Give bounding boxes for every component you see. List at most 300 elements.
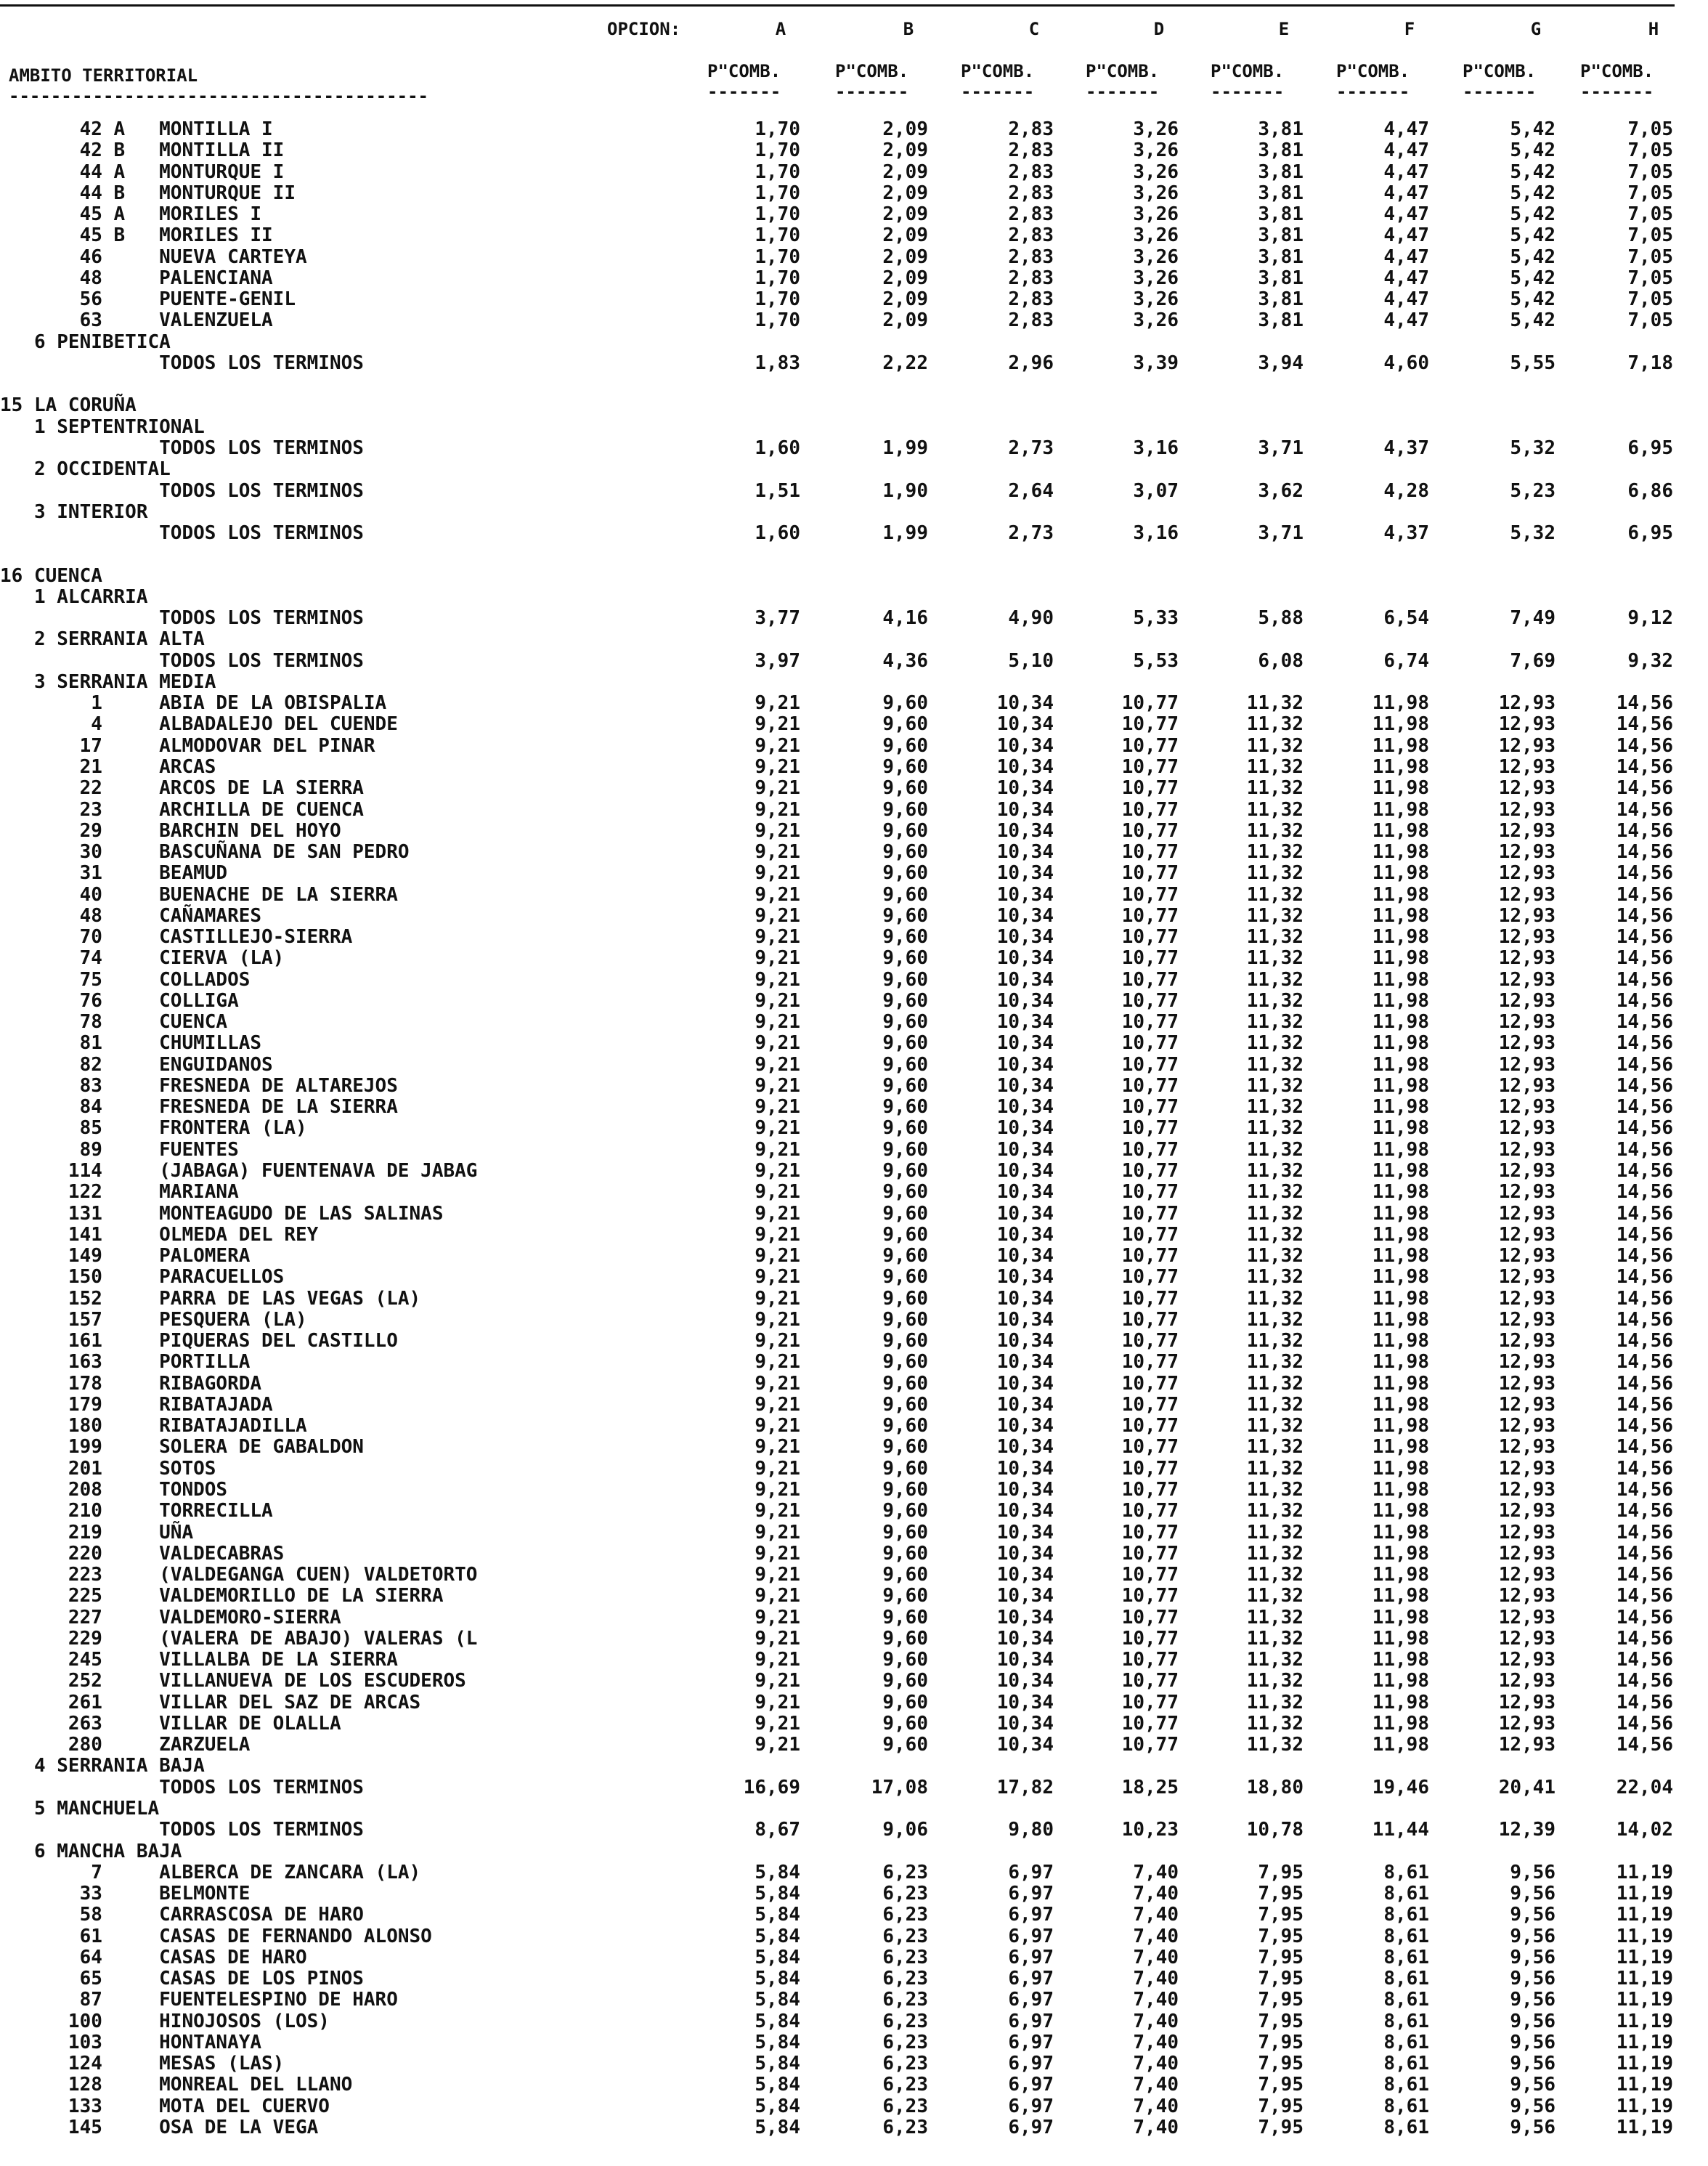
- table-row: [0, 1883, 1700, 1905]
- top-rule: [0, 4, 1675, 7]
- value-cell-h: 11,19: [1616, 1925, 1673, 1947]
- row-label: 42 B MONTILLA II: [0, 139, 285, 162]
- value-cell-h: 11,19: [1616, 1861, 1673, 1883]
- row-label: 208 TONDOS: [0, 1479, 228, 1501]
- value-cell-e: 11,32: [1246, 1393, 1304, 1416]
- value-cell-h: 14,56: [1616, 1457, 1673, 1480]
- value-cell-f: 11,98: [1372, 1457, 1429, 1480]
- row-label: TODOS LOS TERMINOS: [0, 437, 364, 459]
- row-label: TODOS LOS TERMINOS: [0, 1819, 364, 1841]
- value-cell-f: 11,98: [1372, 1500, 1429, 1522]
- table-row: [0, 417, 1700, 438]
- value-cell-c: 6,97: [1008, 2095, 1054, 2117]
- value-cell-g: 12,93: [1498, 1330, 1556, 1352]
- pcomb-column-header: P"COMB.: [1086, 61, 1160, 81]
- value-cell-f: 11,98: [1372, 1032, 1429, 1055]
- value-cell-e: 7,95: [1258, 2095, 1304, 2117]
- value-cell-c: 10,34: [996, 1564, 1054, 1586]
- value-cell-e: 11,32: [1246, 692, 1304, 715]
- value-cell-c: 10,34: [996, 841, 1054, 864]
- value-cell-a: 9,21: [755, 1372, 800, 1395]
- value-cell-a: 5,84: [755, 1946, 800, 1968]
- value-cell-a: 9,21: [755, 1160, 800, 1183]
- table-row: [0, 821, 1700, 842]
- table-row: [0, 204, 1700, 225]
- value-cell-d: 10,77: [1121, 1138, 1179, 1161]
- value-cell-h: 14,56: [1616, 1053, 1673, 1076]
- row-label: 1 ALCARRIA: [0, 585, 148, 608]
- value-cell-a: 1,70: [755, 139, 800, 162]
- row-label: 149 PALOMERA: [0, 1245, 251, 1267]
- value-cell-b: 6,23: [882, 2074, 928, 2096]
- value-cell-d: 10,77: [1121, 1011, 1179, 1034]
- value-cell-g: 12,93: [1498, 777, 1556, 800]
- value-cell-g: 12,93: [1498, 1032, 1556, 1055]
- value-cell-e: 11,32: [1246, 1074, 1304, 1097]
- value-cell-h: 14,56: [1616, 841, 1673, 864]
- table-row: [0, 693, 1700, 714]
- value-cell-c: 6,97: [1008, 1904, 1054, 1926]
- value-cell-g: 12,93: [1498, 1436, 1556, 1459]
- table-row: [0, 1416, 1700, 1437]
- value-cell-g: 12,93: [1498, 1542, 1556, 1565]
- value-cell-b: 2,09: [882, 139, 928, 162]
- value-cell-f: 4,28: [1383, 479, 1429, 502]
- value-cell-b: 9,60: [882, 1521, 928, 1544]
- value-cell-d: 10,77: [1121, 989, 1179, 1012]
- value-cell-h: 14,56: [1616, 713, 1673, 736]
- value-cell-f: 8,61: [1383, 1946, 1429, 1968]
- table-row: [0, 332, 1700, 353]
- table-row: [0, 1246, 1700, 1267]
- value-cell-b: 9,60: [882, 1372, 928, 1395]
- value-cell-h: 14,56: [1616, 1266, 1673, 1289]
- row-label: 48 CAÑAMARES: [0, 904, 262, 927]
- table-row: [0, 1459, 1700, 1480]
- row-label: 30 BASCUÑANA DE SAN PEDRO: [0, 841, 410, 864]
- table-row: [0, 672, 1700, 693]
- value-cell-g: 12,93: [1498, 1649, 1556, 1671]
- value-cell-g: 5,42: [1510, 203, 1556, 226]
- value-cell-a: 9,21: [755, 1691, 800, 1713]
- value-cell-a: 9,21: [755, 862, 800, 885]
- value-cell-d: 10,77: [1121, 1160, 1179, 1183]
- value-cell-e: 3,71: [1258, 522, 1304, 545]
- value-cell-b: 9,60: [882, 1712, 928, 1735]
- value-cell-a: 9,21: [755, 1032, 800, 1055]
- row-label: 78 CUENCA: [0, 1011, 228, 1034]
- value-cell-h: 14,56: [1616, 1734, 1673, 1756]
- row-label: 261 VILLAR DEL SAZ DE ARCAS: [0, 1691, 421, 1713]
- value-cell-e: 11,32: [1246, 883, 1304, 906]
- table-row: [0, 1777, 1700, 1798]
- value-cell-f: 11,98: [1372, 1542, 1429, 1565]
- value-cell-g: 9,56: [1510, 1883, 1556, 1905]
- value-cell-a: 9,21: [755, 1096, 800, 1119]
- value-cell-d: 10,77: [1121, 1691, 1179, 1713]
- row-label: 45 B MORILES II: [0, 224, 273, 247]
- row-label: 100 HINOJOSOS (LOS): [0, 2010, 330, 2032]
- value-cell-e: 11,32: [1246, 798, 1304, 821]
- table-row: [0, 481, 1700, 502]
- value-cell-f: 4,47: [1383, 139, 1429, 162]
- row-label: 17 ALMODOVAR DEL PINAR: [0, 734, 375, 757]
- value-cell-h: 14,56: [1616, 904, 1673, 927]
- row-label: 225 VALDEMORILLO DE LA SIERRA: [0, 1585, 444, 1607]
- value-cell-b: 9,60: [882, 1223, 928, 1246]
- value-cell-a: 5,84: [755, 2010, 800, 2032]
- table-row: [0, 1820, 1700, 1841]
- value-cell-e: 11,32: [1246, 1372, 1304, 1395]
- row-label: TODOS LOS TERMINOS: [0, 649, 364, 672]
- value-cell-b: 9,60: [882, 1181, 928, 1204]
- value-cell-c: 10,34: [996, 734, 1054, 757]
- value-cell-h: 14,56: [1616, 1245, 1673, 1267]
- table-row: [0, 459, 1700, 480]
- value-cell-b: 9,60: [882, 1691, 928, 1713]
- row-label: 83 FRESNEDA DE ALTAREJOS: [0, 1074, 398, 1097]
- pcomb-column-header: P"COMB.: [707, 61, 781, 81]
- value-cell-g: 12,93: [1498, 1606, 1556, 1628]
- value-cell-b: 2,09: [882, 246, 928, 268]
- value-cell-c: 10,34: [996, 1479, 1054, 1501]
- value-cell-g: 7,69: [1510, 649, 1556, 672]
- value-cell-b: 9,60: [882, 1627, 928, 1650]
- value-cell-h: 14,56: [1616, 1670, 1673, 1692]
- value-cell-a: 1,70: [755, 246, 800, 268]
- value-cell-b: 2,09: [882, 309, 928, 332]
- table-row: [0, 353, 1700, 374]
- value-cell-b: 9,60: [882, 755, 928, 778]
- value-cell-c: 2,83: [1008, 224, 1054, 247]
- value-cell-a: 5,84: [755, 1925, 800, 1947]
- value-cell-h: 14,56: [1616, 692, 1673, 715]
- table-row: [0, 2032, 1700, 2053]
- value-cell-b: 2,22: [882, 352, 928, 374]
- value-cell-e: 11,32: [1246, 1011, 1304, 1034]
- table-row: [0, 1352, 1700, 1373]
- value-cell-e: 11,32: [1246, 1606, 1304, 1628]
- value-cell-a: 5,84: [755, 2053, 800, 2075]
- value-cell-f: 11,98: [1372, 1712, 1429, 1735]
- value-cell-h: 14,56: [1616, 989, 1673, 1012]
- value-cell-d: 3,26: [1133, 139, 1179, 162]
- column-underline: -------: [1463, 81, 1537, 102]
- table-row: [0, 1862, 1700, 1883]
- value-cell-a: 9,21: [755, 1734, 800, 1756]
- value-cell-g: 9,56: [1510, 2095, 1556, 2117]
- value-cell-d: 10,77: [1121, 1032, 1179, 1055]
- row-label: 145 OSA DE LA VEGA: [0, 2116, 319, 2138]
- value-cell-c: 10,34: [996, 1542, 1054, 1565]
- value-cell-f: 11,98: [1372, 1223, 1429, 1246]
- value-cell-g: 5,42: [1510, 161, 1556, 183]
- column-underline: -------: [1336, 81, 1410, 102]
- value-cell-g: 12,93: [1498, 1479, 1556, 1501]
- value-cell-b: 9,60: [882, 777, 928, 800]
- value-cell-g: 9,56: [1510, 2010, 1556, 2032]
- row-label: 74 CIERVA (LA): [0, 947, 285, 970]
- option-letter-g: G: [1530, 19, 1542, 39]
- value-cell-d: 10,77: [1121, 734, 1179, 757]
- value-cell-f: 11,98: [1372, 777, 1429, 800]
- table-row: [0, 1140, 1700, 1161]
- value-cell-a: 5,84: [755, 1968, 800, 1990]
- value-cell-h: 14,56: [1616, 777, 1673, 800]
- value-cell-g: 9,56: [1510, 1861, 1556, 1883]
- value-cell-g: 9,56: [1510, 1968, 1556, 1990]
- value-cell-d: 10,77: [1121, 1564, 1179, 1586]
- value-cell-b: 9,60: [882, 989, 928, 1012]
- value-cell-e: 11,32: [1246, 1032, 1304, 1055]
- value-cell-e: 11,32: [1246, 1691, 1304, 1713]
- value-cell-f: 11,98: [1372, 1670, 1429, 1692]
- value-cell-a: 9,21: [755, 1436, 800, 1459]
- value-cell-f: 8,61: [1383, 2053, 1429, 2075]
- value-cell-d: 3,26: [1133, 182, 1179, 204]
- row-label: TODOS LOS TERMINOS: [0, 479, 364, 502]
- row-label: 46 NUEVA CARTEYA: [0, 246, 307, 268]
- value-cell-c: 10,34: [996, 1393, 1054, 1416]
- value-cell-h: 14,56: [1616, 1074, 1673, 1097]
- row-label: 2 SERRANIA ALTA: [0, 628, 205, 651]
- value-cell-b: 9,60: [882, 713, 928, 736]
- value-cell-e: 7,95: [1258, 2010, 1304, 2032]
- table-row: [0, 608, 1700, 629]
- value-cell-e: 3,62: [1258, 479, 1304, 502]
- value-cell-d: 10,77: [1121, 1606, 1179, 1628]
- value-cell-g: 9,56: [1510, 2116, 1556, 2138]
- value-cell-c: 6,97: [1008, 1861, 1054, 1883]
- value-cell-g: 9,56: [1510, 1904, 1556, 1926]
- value-cell-c: 6,97: [1008, 2053, 1054, 2075]
- value-cell-c: 6,97: [1008, 2010, 1054, 2032]
- row-label: 2 OCCIDENTAL: [0, 458, 171, 481]
- value-cell-c: 2,64: [1008, 479, 1054, 502]
- value-cell-h: 14,02: [1616, 1819, 1673, 1841]
- value-cell-b: 9,60: [882, 1308, 928, 1331]
- column-underline: -------: [1211, 81, 1285, 102]
- row-label: 56 PUENTE-GENIL: [0, 288, 296, 311]
- row-label: 75 COLLADOS: [0, 968, 251, 991]
- value-cell-b: 9,60: [882, 1074, 928, 1097]
- value-cell-d: 10,77: [1121, 862, 1179, 885]
- value-cell-f: 8,61: [1383, 1861, 1429, 1883]
- ambito-label: AMBITO TERRITORIAL: [9, 65, 198, 86]
- value-cell-h: 11,19: [1616, 1904, 1673, 1926]
- value-cell-d: 10,77: [1121, 1542, 1179, 1565]
- value-cell-g: 7,49: [1510, 607, 1556, 630]
- value-cell-f: 11,98: [1372, 798, 1429, 821]
- value-cell-h: 14,56: [1616, 926, 1673, 949]
- row-label: 6 PENIBETICA: [0, 330, 171, 353]
- value-cell-e: 11,32: [1246, 1585, 1304, 1607]
- value-cell-b: 9,60: [882, 1542, 928, 1565]
- value-cell-h: 14,56: [1616, 1500, 1673, 1522]
- value-cell-g: 5,42: [1510, 267, 1556, 289]
- value-cell-c: 10,34: [996, 713, 1054, 736]
- value-cell-e: 11,32: [1246, 841, 1304, 864]
- table-row: [0, 1033, 1700, 1054]
- value-cell-f: 11,98: [1372, 1393, 1429, 1416]
- row-label: 31 BEAMUD: [0, 862, 228, 885]
- value-cell-h: 14,56: [1616, 1011, 1673, 1034]
- table-row: [0, 1544, 1700, 1565]
- value-cell-g: 12,93: [1498, 755, 1556, 778]
- value-cell-c: 10,34: [996, 1160, 1054, 1183]
- value-cell-g: 12,93: [1498, 1712, 1556, 1735]
- value-cell-g: 12,93: [1498, 862, 1556, 885]
- table-row: [0, 714, 1700, 735]
- value-cell-h: 14,56: [1616, 1712, 1673, 1735]
- value-cell-d: 10,77: [1121, 883, 1179, 906]
- value-cell-f: 11,98: [1372, 734, 1429, 757]
- row-label: 229 (VALERA DE ABAJO) VALERAS (L: [0, 1627, 478, 1650]
- value-cell-e: 3,94: [1258, 352, 1304, 374]
- row-label: 21 ARCAS: [0, 755, 216, 778]
- row-label: 124 MESAS (LAS): [0, 2053, 285, 2075]
- row-label: 210 TORRECILLA: [0, 1500, 273, 1522]
- value-cell-e: 7,95: [1258, 2031, 1304, 2053]
- value-cell-g: 12,93: [1498, 1096, 1556, 1119]
- value-cell-c: 10,34: [996, 1627, 1054, 1650]
- table-row: [0, 629, 1700, 650]
- value-cell-b: 2,09: [882, 288, 928, 311]
- table-row: [0, 970, 1700, 991]
- value-cell-d: 10,23: [1121, 1819, 1179, 1841]
- value-cell-h: 14,56: [1616, 883, 1673, 906]
- row-label: 3 SERRANIA MEDIA: [0, 670, 216, 693]
- value-cell-g: 12,93: [1498, 841, 1556, 864]
- value-cell-f: 11,98: [1372, 1266, 1429, 1289]
- value-cell-h: 14,56: [1616, 1351, 1673, 1374]
- table-row: [0, 2053, 1700, 2074]
- value-cell-c: 2,73: [1008, 437, 1054, 459]
- value-cell-d: 7,40: [1133, 1904, 1179, 1926]
- value-cell-b: 6,23: [882, 1904, 928, 1926]
- value-cell-e: 11,32: [1246, 734, 1304, 757]
- pcomb-column-header: P"COMB.: [1580, 61, 1654, 81]
- table-row: [0, 1947, 1700, 1968]
- value-cell-g: 12,93: [1498, 713, 1556, 736]
- value-cell-d: 10,77: [1121, 904, 1179, 927]
- value-cell-e: 11,32: [1246, 1734, 1304, 1756]
- row-label: 199 SOLERA DE GABALDON: [0, 1436, 364, 1459]
- value-cell-c: 10,34: [996, 1415, 1054, 1437]
- option-letter-b: B: [903, 19, 914, 39]
- value-cell-g: 12,93: [1498, 1181, 1556, 1204]
- value-cell-d: 7,40: [1133, 1883, 1179, 1905]
- value-cell-d: 3,26: [1133, 288, 1179, 311]
- value-cell-b: 9,60: [882, 819, 928, 842]
- value-cell-g: 20,41: [1498, 1776, 1556, 1798]
- value-cell-a: 9,21: [755, 926, 800, 949]
- value-cell-b: 9,60: [882, 904, 928, 927]
- value-cell-e: 11,32: [1246, 904, 1304, 927]
- value-cell-b: 9,60: [882, 1479, 928, 1501]
- value-cell-f: 11,98: [1372, 1053, 1429, 1076]
- value-cell-a: 9,21: [755, 1287, 800, 1310]
- value-cell-g: 12,93: [1498, 1245, 1556, 1267]
- value-cell-d: 10,77: [1121, 798, 1179, 821]
- value-cell-e: 3,81: [1258, 118, 1304, 140]
- value-cell-g: 12,93: [1498, 1393, 1556, 1416]
- value-cell-e: 7,95: [1258, 1968, 1304, 1990]
- value-cell-b: 17,08: [871, 1776, 928, 1798]
- value-cell-h: 14,56: [1616, 1521, 1673, 1544]
- table-row: [0, 1756, 1700, 1777]
- value-cell-b: 6,23: [882, 2031, 928, 2053]
- value-cell-e: 3,81: [1258, 139, 1304, 162]
- value-cell-a: 9,21: [755, 1011, 800, 1034]
- value-cell-a: 9,21: [755, 1457, 800, 1480]
- value-cell-a: 9,21: [755, 1330, 800, 1352]
- value-cell-d: 7,40: [1133, 1989, 1179, 2011]
- value-cell-d: 10,77: [1121, 755, 1179, 778]
- row-label: 201 SOTOS: [0, 1457, 216, 1480]
- value-cell-c: 10,34: [996, 1245, 1054, 1267]
- value-cell-c: 2,83: [1008, 309, 1054, 332]
- value-cell-d: 3,07: [1133, 479, 1179, 502]
- value-cell-d: 3,26: [1133, 309, 1179, 332]
- value-cell-b: 9,60: [882, 1245, 928, 1267]
- value-cell-d: 10,77: [1121, 777, 1179, 800]
- value-cell-e: 11,32: [1246, 777, 1304, 800]
- value-cell-a: 9,21: [755, 1542, 800, 1565]
- value-cell-c: 10,34: [996, 989, 1054, 1012]
- value-cell-c: 10,34: [996, 926, 1054, 949]
- value-cell-a: 9,21: [755, 755, 800, 778]
- value-cell-c: 10,34: [996, 1585, 1054, 1607]
- value-cell-h: 11,19: [1616, 1946, 1673, 1968]
- value-cell-e: 18,80: [1246, 1776, 1304, 1798]
- value-cell-d: 3,26: [1133, 224, 1179, 247]
- value-cell-a: 1,51: [755, 479, 800, 502]
- value-cell-a: 9,21: [755, 1202, 800, 1225]
- value-cell-b: 9,60: [882, 1287, 928, 1310]
- value-cell-d: 7,40: [1133, 1925, 1179, 1947]
- value-cell-h: 11,19: [1616, 1968, 1673, 1990]
- table-row: [0, 1204, 1700, 1225]
- value-cell-f: 11,98: [1372, 692, 1429, 715]
- value-cell-e: 10,78: [1246, 1819, 1304, 1841]
- row-label: 15 LA CORUÑA: [0, 394, 137, 417]
- value-cell-h: 14,56: [1616, 1160, 1673, 1183]
- value-cell-f: 11,98: [1372, 1415, 1429, 1437]
- table-row: [0, 1310, 1700, 1331]
- value-cell-c: 10,34: [996, 777, 1054, 800]
- row-label: 219 UÑA: [0, 1521, 194, 1544]
- value-cell-g: 12,93: [1498, 926, 1556, 949]
- value-cell-f: 11,98: [1372, 968, 1429, 991]
- table-row: [0, 1161, 1700, 1182]
- value-cell-f: 11,98: [1372, 1117, 1429, 1140]
- value-cell-c: 10,34: [996, 1712, 1054, 1735]
- value-cell-h: 7,05: [1627, 182, 1673, 204]
- value-cell-f: 11,98: [1372, 1479, 1429, 1501]
- value-cell-h: 14,56: [1616, 1223, 1673, 1246]
- value-cell-d: 10,77: [1121, 819, 1179, 842]
- value-cell-f: 11,98: [1372, 1436, 1429, 1459]
- value-cell-f: 11,98: [1372, 1202, 1429, 1225]
- value-cell-b: 9,60: [882, 862, 928, 885]
- value-cell-d: 3,16: [1133, 437, 1179, 459]
- value-cell-h: 14,56: [1616, 819, 1673, 842]
- value-cell-g: 12,93: [1498, 1287, 1556, 1310]
- value-cell-g: 12,93: [1498, 1266, 1556, 1289]
- value-cell-h: 14,56: [1616, 1202, 1673, 1225]
- value-cell-e: 11,32: [1246, 1245, 1304, 1267]
